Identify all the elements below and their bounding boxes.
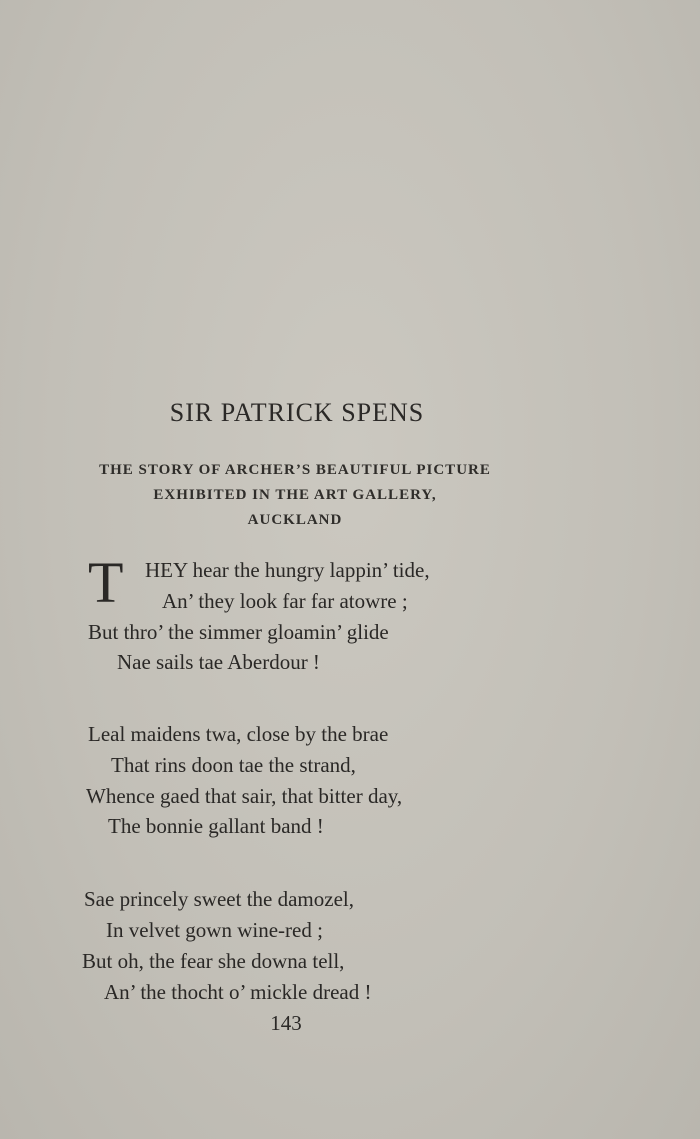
poem-line: The bonnie gallant band ! (108, 814, 324, 838)
poem-line: An’ the thocht o’ mickle dread ! (104, 980, 372, 1004)
subtitle-line: AUCKLAND (247, 512, 343, 528)
poem-line: Sae princely sweet the damozel, (84, 887, 354, 911)
subtitle-line: THE STORY OF ARCHER’S BEAUTIFUL PICTURE (99, 462, 491, 478)
poem-line: An’ they look far far atowre ; (162, 589, 408, 613)
poem-line: Nae sails tae Aberdour ! (117, 650, 320, 674)
poem-line: HEY hear the hungry lappin’ tide, (145, 558, 430, 582)
poem-subtitle (30, 458, 560, 533)
poem-line: Whence gaed that sair, that bitter day, (86, 784, 403, 808)
subtitle-line: EXHIBITED IN THE ART GALLERY, (153, 487, 437, 503)
poem-line: In velvet gown wine-red ; (106, 918, 323, 942)
drop-cap: T (88, 550, 124, 615)
page-number: 143 (270, 1011, 302, 1035)
poem-title: SIR PATRICK SPENS (169, 398, 425, 427)
poem-line: That rins doon tae the strand, (111, 753, 356, 777)
poem-line: Leal maidens twa, close by the brae (88, 722, 389, 746)
poem-line: But thro’ the simmer gloamin’ glide (88, 620, 389, 644)
poem-line: But oh, the fear she downa tell, (82, 949, 345, 973)
